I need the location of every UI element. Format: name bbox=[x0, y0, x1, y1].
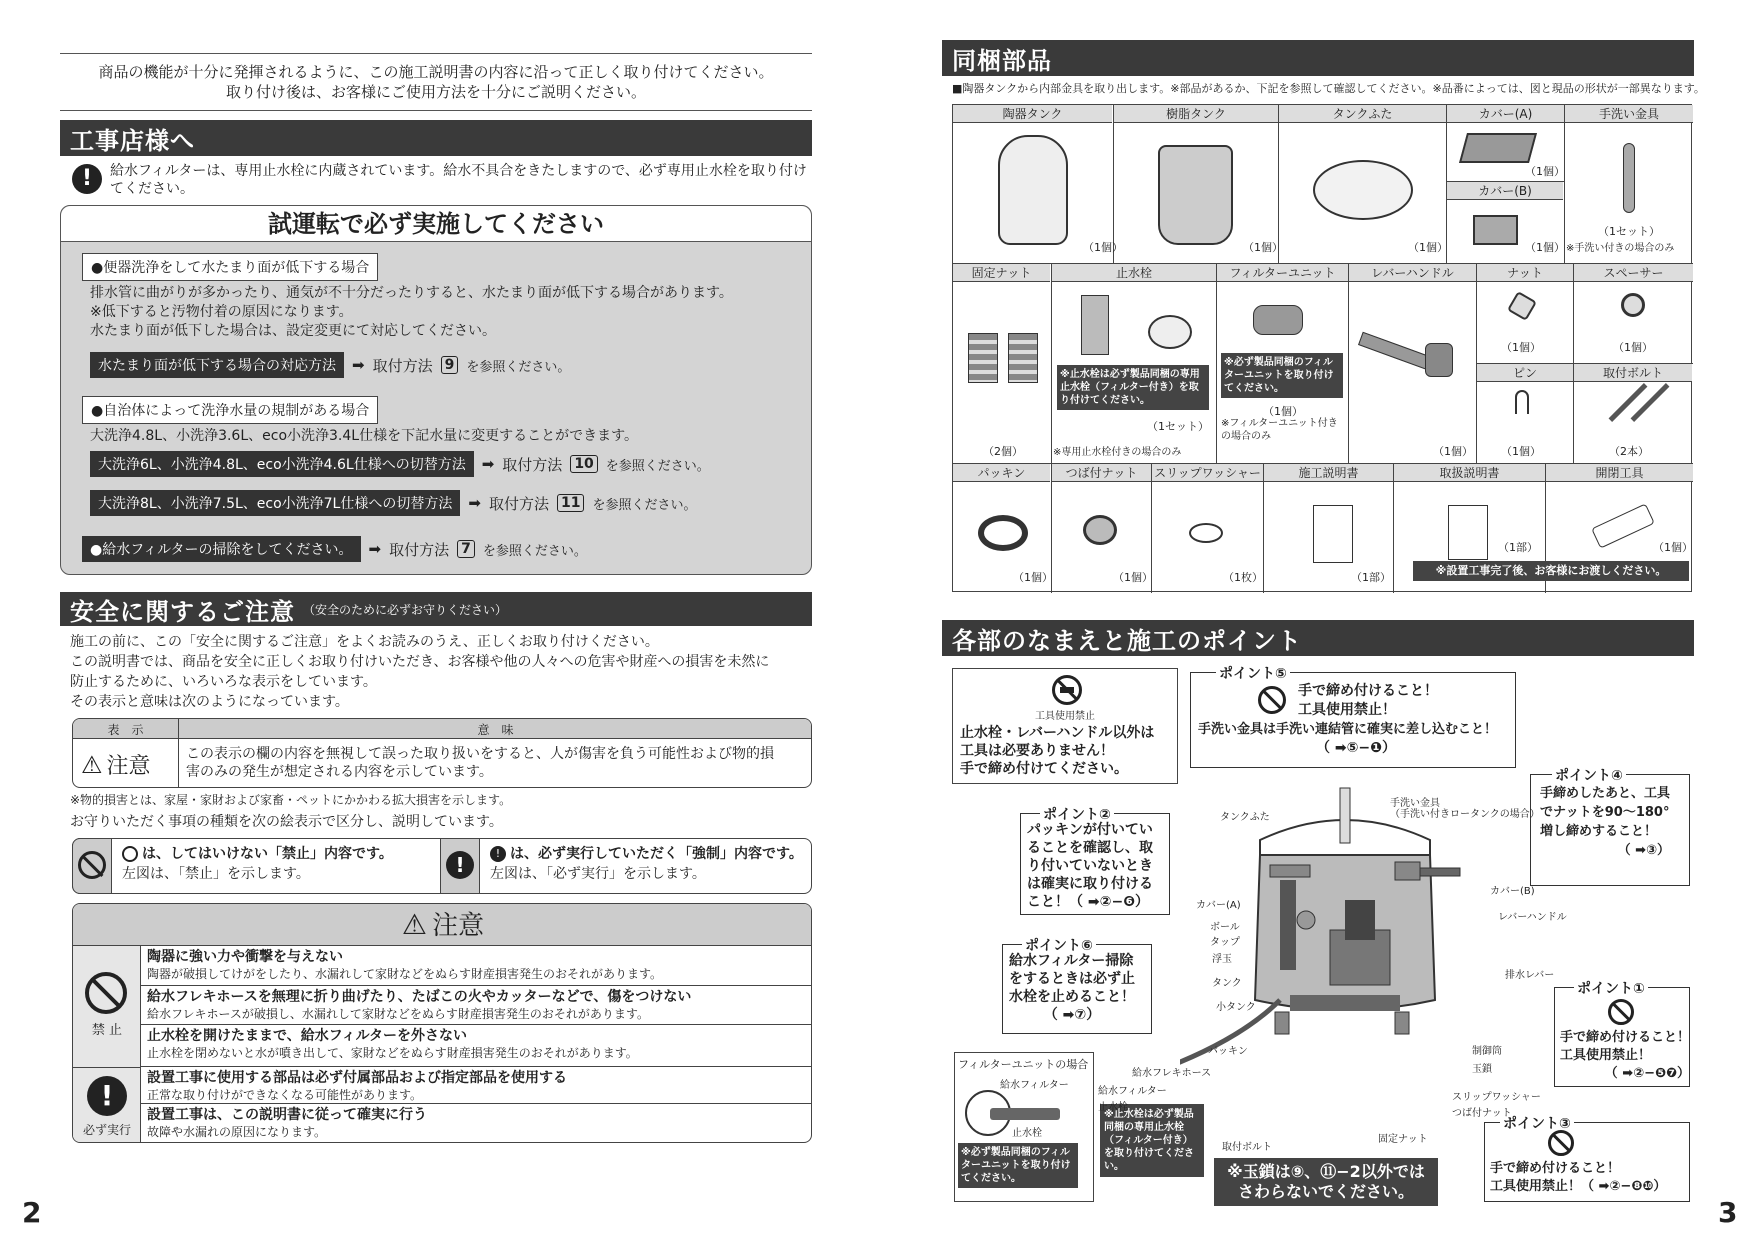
slip-washer-image bbox=[1189, 523, 1223, 543]
tool-ban-line: 工具は必要ありません！ bbox=[960, 743, 1114, 759]
warning-triangle-icon: ⚠ bbox=[81, 750, 103, 779]
part-count: （1個） bbox=[1113, 571, 1153, 584]
point2-line: パッキンが付いてい bbox=[1027, 822, 1153, 838]
trial-run-title: 試運転で必ず実施してください bbox=[268, 210, 604, 238]
section-title: 安全に関するご注意 bbox=[70, 597, 295, 626]
point2-label: ポイント② bbox=[1040, 804, 1114, 824]
caution-item-detail: 故障や水漏れの原因になります。 bbox=[147, 1125, 327, 1139]
nut-image bbox=[1507, 291, 1537, 321]
part-note: ※手洗い付きの場合のみ bbox=[1566, 243, 1675, 254]
part-note: ※フィルターユニット付きの場合のみ bbox=[1221, 418, 1338, 442]
point5-label: ポイント⑤ bbox=[1216, 663, 1290, 683]
part-name: 固定ナット bbox=[953, 264, 1050, 282]
refer-suffix: を参照ください。 bbox=[482, 543, 587, 559]
point6-label: ポイント⑥ bbox=[1022, 935, 1096, 955]
mandatory-desc bbox=[490, 844, 803, 884]
fix-nut-image bbox=[968, 333, 998, 383]
part-count: （1個） bbox=[1243, 241, 1283, 254]
point4-line: でナットを90～180° bbox=[1540, 805, 1670, 820]
safety-line: 施工の前に、この「安全に関するご注意」をよくお読みのうえ、正しくお取り付けください。 bbox=[70, 634, 659, 650]
coverB-shape bbox=[1395, 862, 1420, 880]
caution-item-title: 設置工事は、この説明書に従って確実に行う bbox=[147, 1107, 427, 1123]
diagram-label-drain-lever: 排水レバー bbox=[1505, 970, 1555, 981]
section-subtitle: （安全のために必ずお守りください） bbox=[303, 602, 508, 617]
filter-note bbox=[110, 162, 810, 198]
spacer-image bbox=[1621, 293, 1645, 317]
method-number: 7 bbox=[457, 540, 475, 558]
part-count: （1セット） bbox=[1147, 420, 1209, 433]
base-shape bbox=[1290, 995, 1400, 1011]
caution-meaning-line: 害のみの発生が想定される内容を示しています。 bbox=[186, 764, 493, 780]
part-name: ピン bbox=[1477, 364, 1573, 382]
tool-ban-icon bbox=[1608, 999, 1634, 1025]
mandatory-icon: ! bbox=[87, 1076, 127, 1116]
diagram-label-lid: タンクふた bbox=[1220, 812, 1270, 823]
tool-ban-icon bbox=[1548, 1130, 1574, 1156]
part-name: タンクふた bbox=[1279, 105, 1446, 123]
part-count: （1個） bbox=[1433, 445, 1473, 458]
point1-line: 手で締め付けること！ bbox=[1560, 1030, 1691, 1045]
point2-line: ることを確認し、取 bbox=[1027, 840, 1153, 856]
diagram-label-handwash: 手洗い金具 bbox=[1390, 798, 1440, 809]
point5-line: 手で締め付けること！ bbox=[1298, 683, 1438, 699]
coverA-image bbox=[1459, 133, 1537, 163]
control-cylinder-shape bbox=[1345, 900, 1375, 940]
case3-label: ●給水フィルターの掃除をしてください。 bbox=[82, 536, 361, 562]
case2-ref2 bbox=[90, 490, 696, 516]
prohibit-small-icon bbox=[122, 846, 138, 862]
chain-note-line: さわらないでください。 bbox=[1237, 1182, 1414, 1201]
part-count: （1個） bbox=[1083, 241, 1123, 254]
point3-label: ポイント③ bbox=[1500, 1113, 1574, 1133]
caution-meaning-line: この表示の欄の内容を無視して誤った取り扱いをすると、人が傷害を負う可能性および物的損 bbox=[186, 746, 774, 762]
method-number: 9 bbox=[441, 356, 459, 374]
safety-text bbox=[70, 632, 812, 712]
point5-line: 工具使用禁止！ bbox=[1298, 702, 1396, 718]
caution-table bbox=[72, 903, 812, 1143]
chain-note bbox=[1214, 1158, 1438, 1206]
coverB-image bbox=[1473, 215, 1518, 245]
diagram-label-coverA: カバー(A) bbox=[1196, 900, 1241, 911]
caution-item-detail: 正常な取り付けができなくなる可能性があります。 bbox=[147, 1088, 423, 1102]
filter-unit-warning: ※必ず製品同梱のフィルターユニットを取り付けてください。 bbox=[958, 1143, 1078, 1188]
point1-line: （ ➡②−❺❼） bbox=[1604, 1066, 1691, 1081]
part-name: カバー(B) bbox=[1447, 182, 1563, 200]
diagram-label-stop-valve: 止水栓 bbox=[1098, 1102, 1128, 1113]
filter-unit-label: 止水栓 bbox=[1012, 1128, 1042, 1139]
tool-ban-icon bbox=[1052, 675, 1082, 705]
fix-nut-shape bbox=[1275, 1012, 1289, 1034]
stop-valve-image bbox=[1081, 295, 1109, 355]
caution-item bbox=[141, 1104, 812, 1143]
diagram-label-fix-nut: 固定ナット bbox=[1378, 1134, 1428, 1145]
case2-method-label: 大洗浄6L、小洗浄4.8L、eco小洗浄4.6L仕様への切替方法 bbox=[90, 451, 474, 477]
manual-image bbox=[1313, 505, 1353, 563]
coverA-shape bbox=[1270, 865, 1310, 877]
filter-unit-image bbox=[1253, 305, 1303, 335]
part-count: （1個） bbox=[1653, 541, 1693, 554]
bolt-image bbox=[1609, 383, 1648, 422]
diagram-label-coverB: カバー(B) bbox=[1490, 886, 1535, 897]
point6-line: をするときは必ず止 bbox=[1009, 971, 1135, 987]
diagram-label-flex-hose: 給水フレキホース bbox=[1132, 1068, 1212, 1079]
manual-image bbox=[1448, 505, 1488, 560]
refer-suffix: を参照ください。 bbox=[466, 359, 571, 375]
point2-line: は確実に取り付ける bbox=[1027, 876, 1153, 892]
method-prefix: 取付方法 bbox=[502, 455, 563, 474]
arrow-right-icon: ➡ bbox=[481, 455, 495, 473]
intro-line: 商品の機能が十分に発揮されるように、この施工説明書の内容に沿って正しく取り付けてください。 bbox=[98, 63, 774, 81]
table-divider bbox=[1393, 463, 1394, 593]
point2-line: り付いていないとき bbox=[1027, 858, 1153, 874]
part-count: （1セット） bbox=[1598, 225, 1660, 238]
case1-text bbox=[90, 284, 790, 341]
case2-text: 大洗浄4.8L、小洗浄3.6L、eco小洗浄3.4L仕様を下記水量に変更することができます。 bbox=[90, 428, 638, 444]
prohibit-icon bbox=[78, 851, 106, 879]
diagram-label-slip-washer: スリップワッシャー bbox=[1452, 1092, 1541, 1103]
signal-table bbox=[72, 718, 812, 788]
caution-item-title: 給水フレキホースを無理に折り曲げたり、たばこの火やカッターなどで、傷をつけない bbox=[147, 989, 692, 1005]
prohibit-desc-line: は、してはいけない「禁止」内容です。 bbox=[142, 846, 393, 862]
part-name: 取扱説明書 bbox=[1394, 464, 1545, 482]
part-name: 施工説明書 bbox=[1264, 464, 1393, 482]
part-count: （1個） bbox=[1263, 405, 1303, 418]
handwash-spout-shape bbox=[1340, 788, 1350, 843]
diagram-label-supply-filter: 給水フィルター bbox=[1098, 1086, 1167, 1097]
caution-item-detail: 止水栓を閉めないと水が噴き出して、家財などをぬらす財産損害発生のおそれがあります。 bbox=[147, 1046, 638, 1060]
warning-triangle-icon: ⚠ bbox=[401, 908, 427, 941]
caution-item bbox=[141, 1025, 812, 1067]
safety-line: 防止するために、いろいろな表示をしています。 bbox=[70, 674, 377, 690]
part-count: （1個） bbox=[1613, 341, 1653, 354]
filter-unit-label: 給水フィルター bbox=[1000, 1080, 1069, 1091]
case1-label: ●便器洗浄をして水たまり面が低下する場合 bbox=[82, 253, 378, 281]
stopvalve-warning: ※止水栓は必ず製品同梱の専用止水栓（フィルター付き）を取り付けてください。 bbox=[1100, 1104, 1204, 1177]
part-count: （2本） bbox=[1609, 445, 1649, 458]
diagram-label-chain: 玉鎖 bbox=[1472, 1064, 1492, 1075]
caution-item-detail: 陶器が破損してけがをしたり、水漏れして家財などをぬらす財産損害発生のおそれがあります。 bbox=[147, 967, 663, 981]
tool-ban-label: 工具使用禁止 bbox=[1035, 711, 1095, 722]
case1-line: ※低下すると汚物付着の原因になります。 bbox=[90, 304, 353, 320]
float-shape bbox=[1297, 911, 1315, 929]
table-header-meaning: 意 味 bbox=[477, 723, 514, 737]
prohibit-icon bbox=[85, 972, 127, 1014]
point2-text bbox=[1027, 821, 1153, 911]
point5-line: 手洗い金具は手洗い連結管に確実に差し込むこと！ bbox=[1198, 722, 1498, 737]
resin-tank-image bbox=[1158, 145, 1233, 245]
prohibit-label: 禁 止 bbox=[91, 1023, 123, 1038]
point3-line: 工具使用禁止！（ ➡②−❽❿） bbox=[1490, 1179, 1667, 1194]
method-number: 10 bbox=[570, 455, 597, 473]
fix-nut-image bbox=[1008, 333, 1038, 383]
point6-line: 給水フィルター掃除 bbox=[1009, 953, 1134, 969]
part-name: 手洗い金具 bbox=[1565, 105, 1693, 123]
point4-line: 増し締めすること！ bbox=[1540, 824, 1658, 839]
diagram-label-control: 制御筒 bbox=[1472, 1046, 1502, 1057]
table-divider bbox=[1263, 463, 1264, 593]
point1-text bbox=[1560, 1029, 1690, 1083]
case3-ref bbox=[82, 536, 587, 562]
point3-line: 手で締め付けること！ bbox=[1490, 1161, 1621, 1176]
mandatory-icon: ! bbox=[446, 851, 474, 879]
tool-ban-text bbox=[960, 724, 1154, 778]
method-prefix: 取付方法 bbox=[389, 540, 450, 559]
part-count: （1部） bbox=[1498, 541, 1538, 554]
refer-suffix: を参照ください。 bbox=[605, 458, 710, 474]
point5-text bbox=[1198, 682, 1514, 758]
handwash-fitting-image bbox=[1623, 143, 1635, 213]
case2-method-label: 大洗浄8L、小洗浄7.5L、eco小洗浄7L仕様への切替方法 bbox=[90, 490, 460, 516]
point1-label: ポイント① bbox=[1574, 978, 1648, 998]
lever-handle-image bbox=[1425, 343, 1453, 377]
classify-text: お守りいただく事項の種類を次の絵表示で区分し、説明しています。 bbox=[70, 814, 503, 830]
case2-ref1 bbox=[90, 451, 710, 477]
caution-item bbox=[141, 1067, 812, 1104]
filter-note-line: てください。 bbox=[110, 181, 194, 197]
diagram-label-small-tank: 小タンク bbox=[1216, 1002, 1256, 1013]
part-count: （1枚） bbox=[1223, 571, 1263, 584]
safety-line: この説明書では、商品を安全に正しくお取り付けいただき、お客様や他の人々への危害や財産への損害を未然に bbox=[70, 654, 770, 670]
part-count: （1部） bbox=[1351, 571, 1391, 584]
table-divider bbox=[1216, 263, 1217, 463]
diagram-label-flange-nut: つば付ナット bbox=[1452, 1108, 1512, 1119]
part-name: 樹脂タンク bbox=[1114, 105, 1278, 123]
handover-note: ※設置工事完了後、お客様にお渡しください。 bbox=[1413, 561, 1689, 581]
section-safety-header bbox=[60, 592, 812, 626]
arrow-right-icon: ➡ bbox=[468, 494, 481, 512]
case1-method-label: 水たまり面が低下する場合の対応方法 bbox=[90, 352, 344, 378]
filter-note-line: 給水フィルターは、専用止水栓に内蔵されています。給水不具合をきたしますので、必ず専用止水栓を取り付け bbox=[110, 163, 807, 179]
point4-text bbox=[1540, 784, 1670, 860]
mandatory-icon: ! bbox=[72, 164, 102, 194]
tool-ban-line: 止水栓・レバーハンドル以外は bbox=[960, 725, 1155, 741]
mandatory-small-icon: ! bbox=[490, 846, 506, 862]
packing-image bbox=[978, 515, 1028, 551]
point4-line: 手締めしたあと、工具 bbox=[1540, 786, 1671, 801]
prohibit-desc bbox=[122, 844, 393, 884]
intro-text bbox=[60, 62, 812, 102]
intro-line: 取り付け後は、お客様にご使用方法を十分にご説明ください。 bbox=[225, 83, 646, 101]
table-divider bbox=[1051, 263, 1052, 463]
lever-shape bbox=[1420, 868, 1460, 876]
point4-line: （ ➡③） bbox=[1617, 843, 1671, 858]
ceramic-tank-image bbox=[998, 135, 1068, 245]
point5-line: （ ➡⑤−❶） bbox=[1315, 740, 1397, 756]
caution-word: 注意 bbox=[106, 754, 151, 779]
safety-line: その表示と意味は次のようになっています。 bbox=[70, 694, 349, 710]
mandatory-desc-line: は、必ず実行していただく「強制」内容です。 bbox=[510, 846, 803, 862]
point6-line: （ ➡⑦） bbox=[1043, 1007, 1101, 1023]
part-name: つば付ナット bbox=[1052, 464, 1151, 482]
page-number: 2 bbox=[22, 1196, 42, 1229]
section-contractors-header bbox=[60, 120, 812, 156]
escutcheon-image bbox=[1148, 315, 1192, 349]
diagram-label-lever: レバーハンドル bbox=[1498, 912, 1567, 923]
part-name: 陶器タンク bbox=[953, 105, 1112, 123]
arrow-right-icon: ➡ bbox=[368, 540, 382, 558]
opening-tool-image bbox=[1591, 503, 1655, 548]
caution-item-title: 止水栓を開けたままで、給水フィルターを外さない bbox=[147, 1028, 468, 1044]
tank-lid-image bbox=[1313, 160, 1413, 220]
arrow-right-icon: ➡ bbox=[352, 356, 365, 374]
part-count: （1個） bbox=[1525, 241, 1565, 254]
parts-note: ■陶器タンクから内部金具を取り出します。※部品があるか、下記を参照して確認してください。※品番によっては、図と現品の形状が一部異なります。 bbox=[952, 82, 1705, 95]
section-title: 工事店様へ bbox=[70, 126, 195, 155]
fix-nut-shape bbox=[1395, 1012, 1409, 1034]
page-number: 3 bbox=[1718, 1196, 1738, 1229]
section-names-header bbox=[942, 620, 1694, 656]
diagram-label-bolt: 取付ボルト bbox=[1222, 1142, 1272, 1153]
part-count: （2個） bbox=[983, 445, 1023, 458]
part-name: フィルターユニット bbox=[1217, 264, 1348, 282]
diagram-label-ball-tap: ボール タップ bbox=[1210, 922, 1240, 948]
case1-line: 水たまり面が低下した場合は、設定変更にて対応してください。 bbox=[90, 323, 496, 339]
point1-line: 工具使用禁止！ bbox=[1560, 1048, 1652, 1063]
part-name: レバーハンドル bbox=[1349, 264, 1476, 282]
section-title: 各部のなまえと施工のポイント bbox=[952, 626, 1302, 655]
part-warning: ※止水栓は必ず製品同梱の専用止水栓（フィルター付き）を取り付けてください。 bbox=[1057, 365, 1209, 410]
part-count: （1個） bbox=[1525, 165, 1565, 178]
caution-item-title: 陶器に強い力や衝撃を与えない bbox=[147, 949, 343, 965]
part-name: ナット bbox=[1477, 264, 1573, 282]
part-count: （1個） bbox=[1501, 341, 1541, 354]
section-title: 同梱部品 bbox=[952, 46, 1052, 75]
point2-line: こと！（ ➡②−❻） bbox=[1027, 894, 1150, 910]
caution-table-title: 注意 bbox=[432, 911, 485, 941]
point3-text bbox=[1490, 1160, 1666, 1196]
point6-text bbox=[1009, 952, 1135, 1024]
diagram-label-tank: タンク bbox=[1212, 978, 1242, 989]
point6-line: 水栓を止めること！ bbox=[1009, 989, 1135, 1005]
caution-item bbox=[141, 946, 812, 986]
caution-item bbox=[141, 986, 812, 1025]
mandatory-label: 必ず実行 bbox=[82, 1123, 131, 1137]
tool-ban-line: 手で締め付けてください。 bbox=[960, 761, 1128, 777]
chain-note-line: ※玉鎖は⑨、⑪−2以外では bbox=[1227, 1162, 1425, 1181]
case1-line: 排水管に曲がりが多かったり、通気が不十分だったりすると、水たまり面が低下する場合があります。 bbox=[90, 285, 733, 301]
part-name: 止水栓 bbox=[1052, 264, 1216, 282]
fill-valve-shape bbox=[1280, 880, 1296, 970]
case1-ref bbox=[90, 352, 570, 378]
part-note: ※専用止水栓付きの場合のみ bbox=[1053, 447, 1182, 458]
diagram-label-packing: パッキン bbox=[1208, 1046, 1248, 1057]
point4-label: ポイント④ bbox=[1552, 765, 1626, 785]
part-name: カバー(A) bbox=[1447, 105, 1564, 123]
table-divider bbox=[1348, 263, 1349, 463]
section-parts-header bbox=[942, 40, 1694, 76]
part-name: 取付ボルト bbox=[1574, 364, 1692, 382]
part-name: スペーサー bbox=[1574, 264, 1693, 282]
part-name: パッキン bbox=[953, 464, 1050, 482]
method-number: 11 bbox=[557, 494, 584, 512]
prohibit-desc-line: 左図は、「禁止」を示します。 bbox=[122, 866, 310, 882]
property-note: ※物的損害とは、家屋・家財および家畜・ペットにかかわる拡大損害を示します。 bbox=[70, 793, 512, 807]
part-name: スリップワッシャー bbox=[1152, 464, 1263, 482]
caution-meaning bbox=[186, 745, 806, 781]
trial-run-title-bar bbox=[61, 206, 811, 242]
part-count: （1個） bbox=[1501, 445, 1541, 458]
mandatory-desc-line: 左図は、「必ず実行」を示します。 bbox=[490, 866, 706, 882]
diagram-label-float: 浮玉 bbox=[1212, 954, 1232, 965]
method-prefix: 取付方法 bbox=[372, 356, 433, 375]
part-count: （1個） bbox=[1013, 571, 1053, 584]
table-header-display: 表 示 bbox=[107, 723, 144, 737]
diagram-label-handwash-sub: （手洗い付きロータンクの場合） bbox=[1390, 809, 1540, 820]
part-count: （1個） bbox=[1408, 241, 1448, 254]
case2-label: ●自治体によって洗浄水量の規制がある場合 bbox=[82, 396, 378, 424]
caution-signal bbox=[81, 749, 151, 780]
flange-nut-image bbox=[1083, 515, 1117, 545]
parts-table bbox=[952, 104, 1692, 592]
caution-item-title: 設置工事に使用する部品は必ず付属部品および指定部品を使用する bbox=[147, 1070, 567, 1086]
caution-item-detail: 給水フレキホースが破損し、水漏れして家財などをぬらす財産損害発生のおそれがあります。 bbox=[147, 1007, 649, 1021]
part-warning: ※必ず製品同梱のフィルターユニットを取り付けてください。 bbox=[1221, 353, 1343, 398]
method-prefix: 取付方法 bbox=[488, 494, 549, 513]
part-name: 開閉工具 bbox=[1546, 464, 1693, 482]
pin-image bbox=[1515, 390, 1529, 414]
filter-unit-title: フィルターユニットの場合 bbox=[958, 1058, 1089, 1071]
refer-suffix: を参照ください。 bbox=[592, 497, 697, 513]
